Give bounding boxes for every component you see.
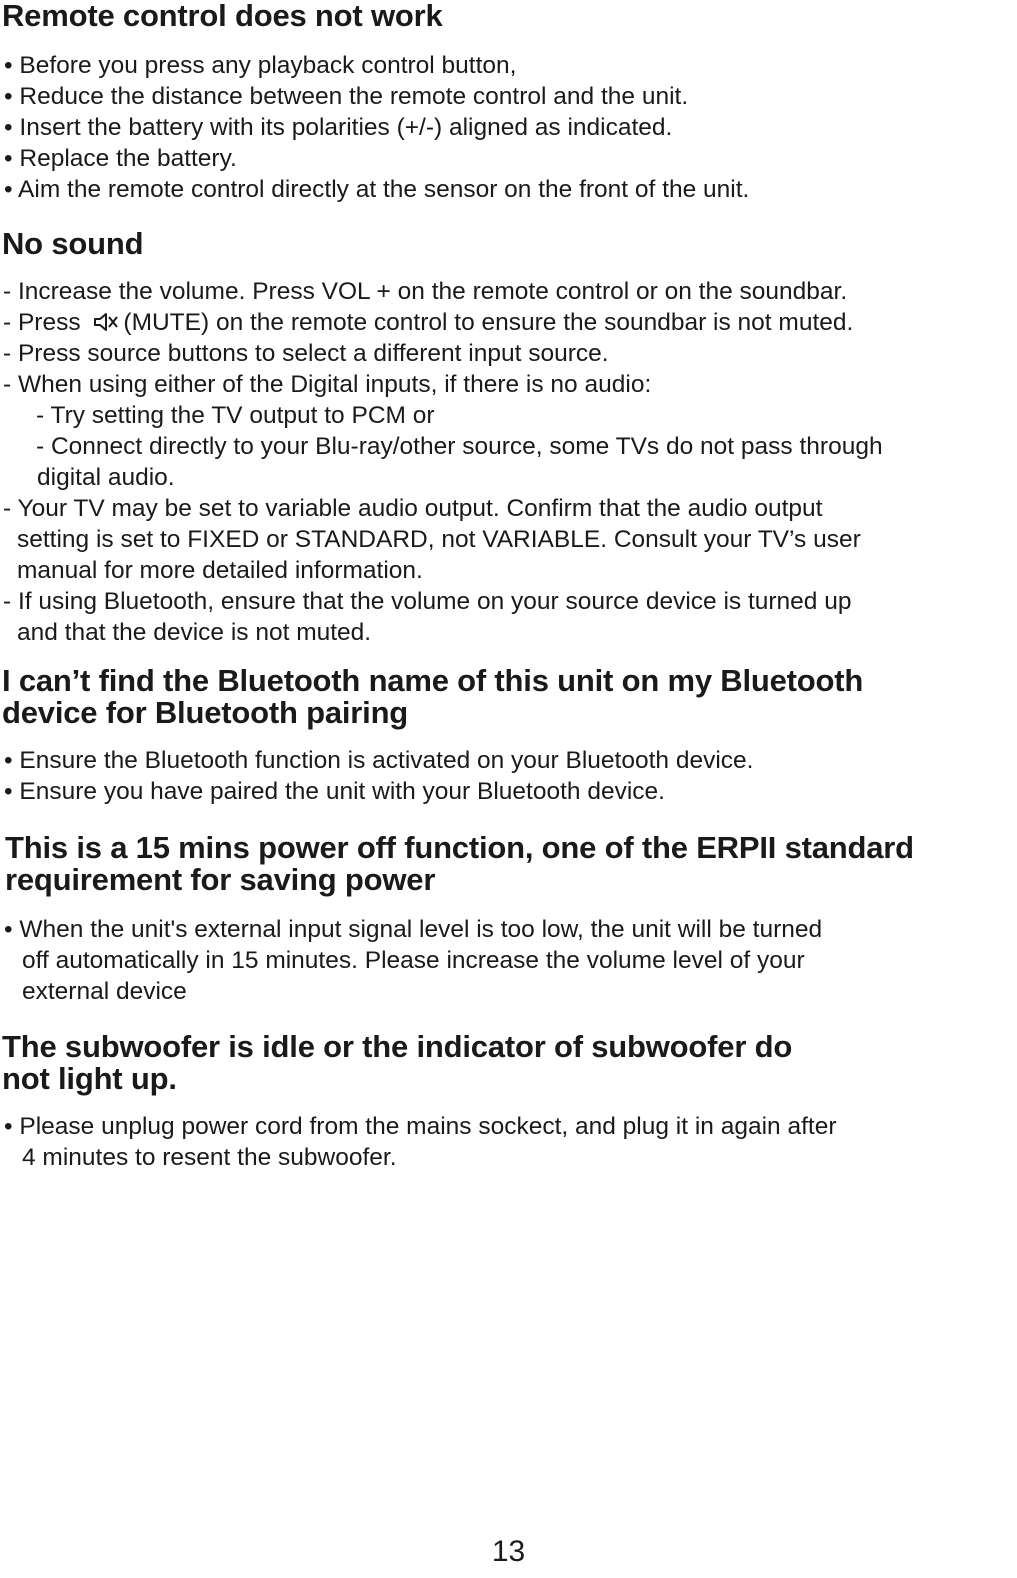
dash-item: - When using either of the Digital inputs, if there is no audio:	[3, 371, 652, 398]
heading-bluetooth-line2: device for Bluetooth pairing	[2, 695, 409, 730]
heading-power-off-line2: requirement for saving power	[5, 862, 436, 897]
bullet-continuation: off automatically in 15 minutes. Please increase the volume level of your	[22, 947, 805, 974]
mute-icon	[93, 310, 119, 332]
sub-dash-item: - Try setting the TV output to PCM or	[36, 402, 435, 429]
dash-continuation: setting is set to FIXED or STANDARD, not VARIABLE. Consult your TV’s user	[17, 526, 861, 553]
dash-item: - If using Bluetooth, ensure that the volume on your source device is turned up	[3, 588, 852, 615]
bullet-continuation: external device	[22, 978, 187, 1005]
bullet-item: • Replace the battery.	[4, 145, 237, 172]
page-number: 13	[491, 1535, 526, 1568]
sub-dash-continuation: digital audio.	[37, 464, 175, 491]
heading-subwoofer-line1: The subwoofer is idle or the indicator of subwoofer do	[2, 1029, 793, 1064]
heading-subwoofer-line2: not light up.	[2, 1061, 177, 1096]
mute-line-prefix: - Press	[3, 309, 88, 336]
bullet-item: • Before you press any playback control button,	[4, 52, 517, 79]
bullet-item: • Ensure you have paired the unit with your Bluetooth device.	[4, 778, 665, 805]
bullet-item: • When the unit's external input signal level is too low, the unit will be turned	[4, 916, 823, 943]
section-bluetooth	[0, 665, 1017, 807]
section-subwoofer	[0, 1031, 1017, 1173]
section-remote-control	[0, 0, 1017, 205]
dash-item: - Increase the volume. Press VOL + on the remote control or on the soundbar.	[3, 278, 848, 305]
heading-remote-control: Remote control does not work	[2, 0, 443, 33]
section-power-off	[0, 832, 1017, 1007]
sub-dash-item: - Connect directly to your Blu-ray/other source, some TVs do not pass through	[36, 433, 883, 460]
mute-line-suffix: (MUTE) on the remote control to ensure the soundbar is not muted.	[123, 309, 854, 336]
section-no-sound	[0, 228, 1017, 648]
heading-bluetooth-line1: I can’t find the Bluetooth name of this unit on my Bluetooth	[2, 663, 864, 698]
dash-item: - Your TV may be set to variable audio output. Confirm that the audio output	[3, 495, 823, 522]
bullet-item: • Insert the battery with its polarities (+/-) aligned as indicated.	[4, 114, 673, 141]
heading-power-off-line1: This is a 15 mins power off function, one of the ERPII standard	[5, 830, 914, 865]
bullet-item: • Aim the remote control directly at the sensor on the front of the unit.	[4, 176, 750, 203]
dash-continuation: and that the device is not muted.	[17, 619, 372, 646]
dash-continuation: manual for more detailed information.	[17, 557, 423, 584]
dash-item-mute	[0, 307, 1017, 338]
bullet-item: • Ensure the Bluetooth function is activated on your Bluetooth device.	[4, 747, 754, 774]
bullet-continuation: 4 minutes to resent the subwoofer.	[22, 1144, 397, 1171]
heading-no-sound: No sound	[2, 226, 144, 261]
bullet-item: • Please unplug power cord from the mains sockect, and plug it in again after	[4, 1113, 837, 1140]
bullet-item: • Reduce the distance between the remote control and the unit.	[4, 83, 689, 110]
dash-item: - Press source buttons to select a different input source.	[3, 340, 609, 367]
